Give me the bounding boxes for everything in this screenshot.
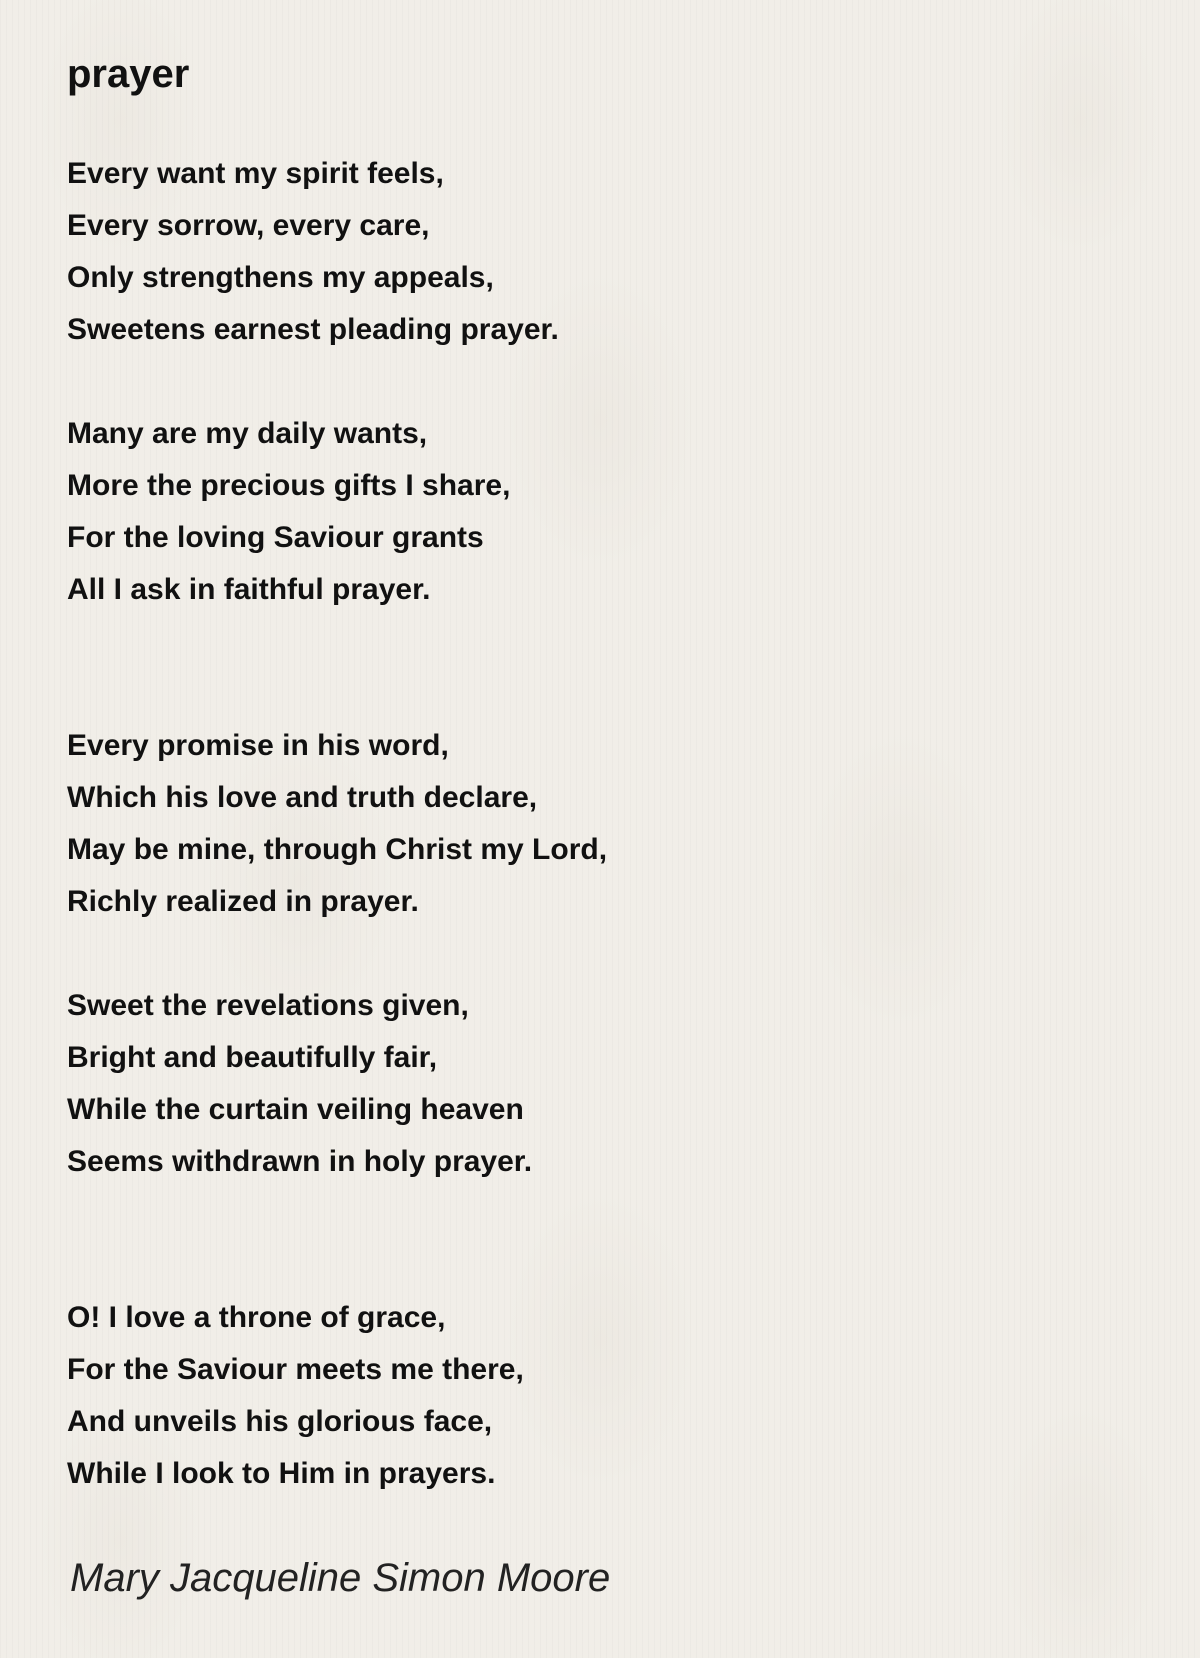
poem-line: More the precious gifts I share, <box>67 469 511 502</box>
poem-line: For the Saviour meets me there, <box>67 1353 524 1386</box>
poem-line: May be mine, through Christ my Lord, <box>67 833 608 866</box>
poem-line: Only strengthens my appeals, <box>67 261 494 294</box>
poem-author: Mary Jacqueline Simon Moore <box>70 1556 611 1600</box>
poem-line: Richly realized in prayer. <box>67 885 419 918</box>
poem-line: Sweet the revelations given, <box>67 989 469 1022</box>
poem-line: And unveils his glorious face, <box>67 1405 493 1438</box>
poem-line: Sweetens earnest pleading prayer. <box>67 313 559 346</box>
poem-line: O! I love a throne of grace, <box>67 1301 446 1334</box>
stanza-2 <box>67 408 510 616</box>
poem-line: For the loving Saviour grants <box>67 521 484 554</box>
poem-line: Bright and beautifully fair, <box>67 1041 438 1074</box>
poem-line: All I ask in faithful prayer. <box>67 573 431 606</box>
poem-title: prayer <box>67 52 190 96</box>
stanza-1 <box>67 148 559 356</box>
stanza-4 <box>67 980 532 1188</box>
poem-line: Every sorrow, every care, <box>67 209 430 242</box>
poem-line: Which his love and truth declare, <box>67 781 538 814</box>
poem-line: Every want my spirit feels, <box>67 157 444 190</box>
poem-line: While the curtain veiling heaven <box>67 1093 524 1126</box>
stanza-3 <box>67 720 607 928</box>
stanza-5 <box>67 1292 524 1500</box>
poem-line: Many are my daily wants, <box>67 417 428 450</box>
poem-line: Every promise in his word, <box>67 729 449 762</box>
poem-line: While I look to Him in prayers. <box>67 1457 496 1490</box>
poem-line: Seems withdrawn in holy prayer. <box>67 1145 533 1178</box>
